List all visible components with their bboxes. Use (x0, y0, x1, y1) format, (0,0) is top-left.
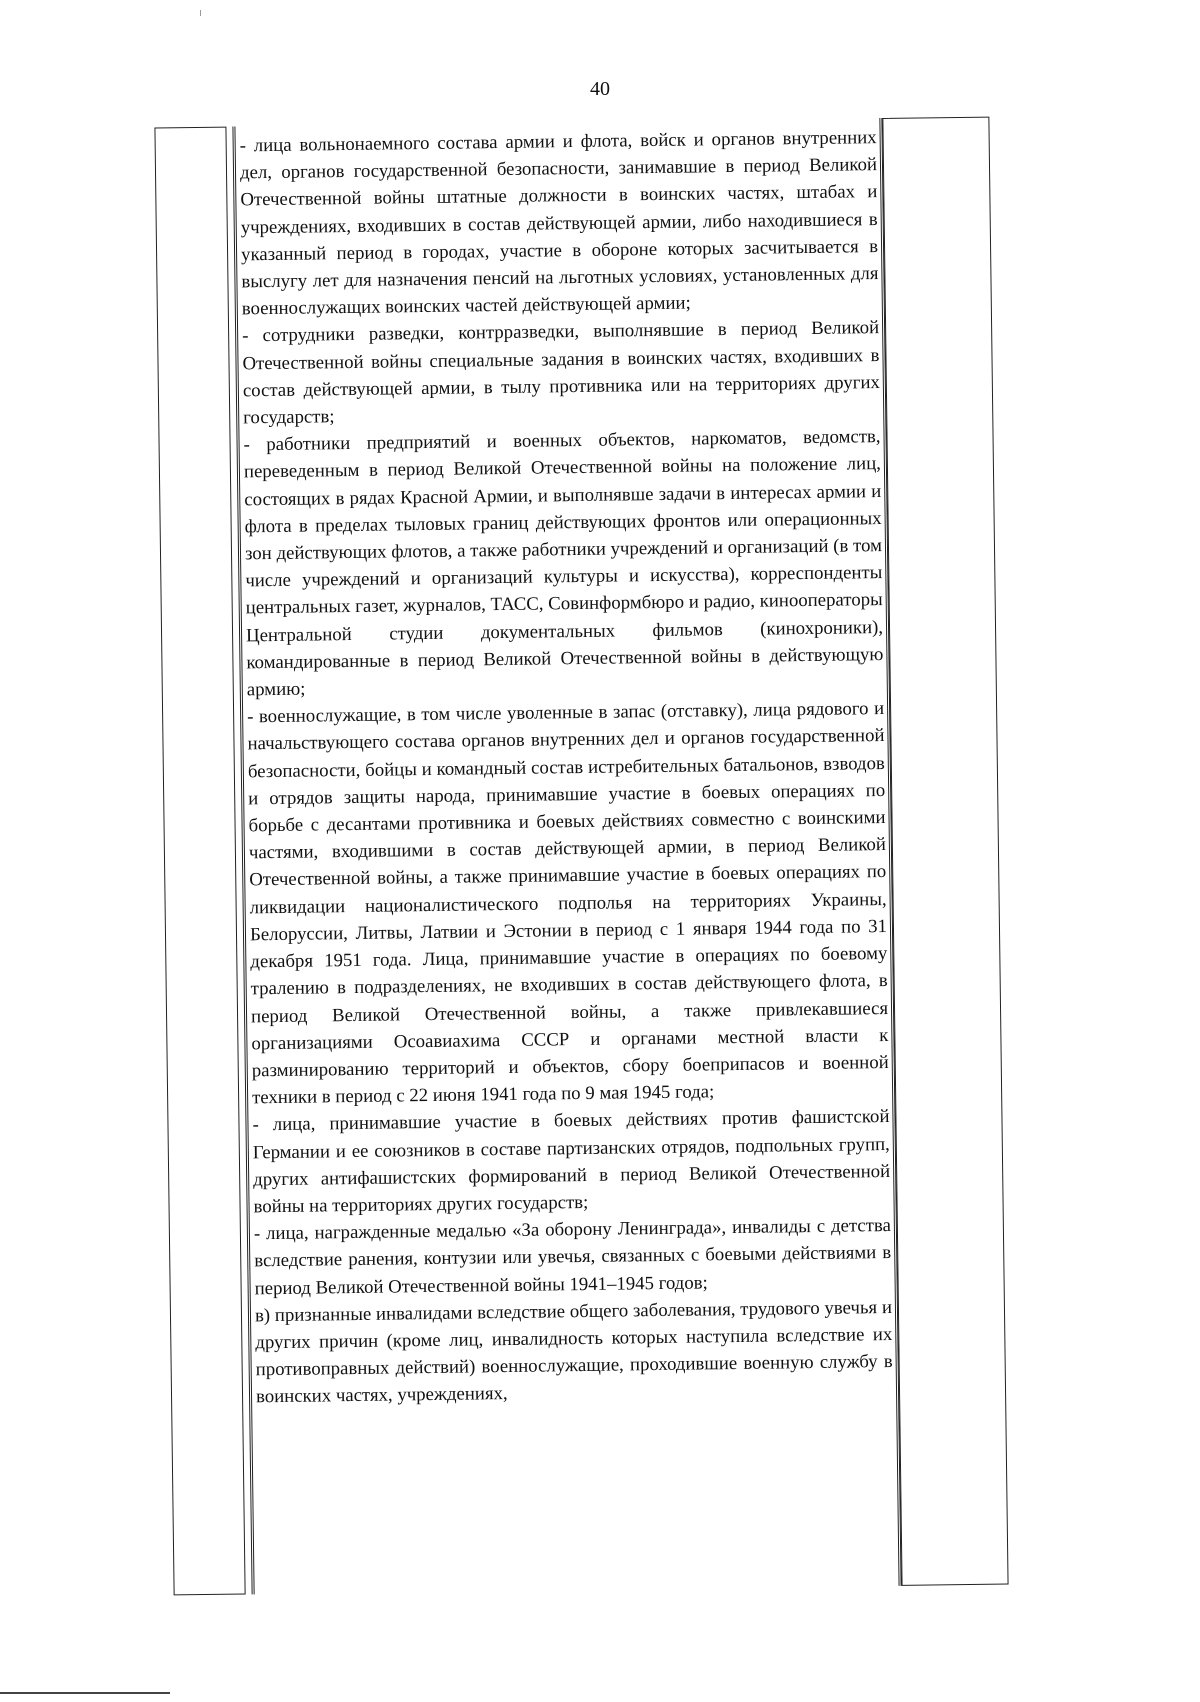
page-number: 40 (590, 78, 610, 100)
paragraph-leningrad-medal: - лица, награжденные медалью «За оборону Ленинграда», инвалиды с детства вследствие ранения, контузии или увечья, связанных с боевыми действиями в период Великой Отечественной войны 1941–1945 годов; (253, 1215, 892, 1299)
table-column-text (232, 118, 901, 1594)
paragraph-disabled-servicemen: в) признанные инвалидами вследствие общего заболевания, трудового увечья и других причин (кроме лиц, инвалидность которых наступила вследствие их противоправных действий) военнослужащие, проходившие военную службу в воинских частях, учреждениях, (254, 1296, 893, 1408)
paragraph-enterprise-workers: - работники предприятий и военных объектов, наркоматов, ведомств, переведенным в период Великой Отечественной войны на положение лиц, состоящих в рядах Красной Армии, и выполнявше задачи в интересах армии и флота в пределах тыловых границ действующих фронтов или операционных зон действующих флотов, а также работники учреждений и организаций (в том числе учреждений и организаций культуры и искусства), корреспонденты центральных газет, журналов, ТАСС, Совинформбюро и радио, кинооператоры Центральной студии документальных фильмов (кинохроники), командированные в период Великой Отечественной войны в действующую армию; (243, 426, 884, 701)
document-table (154, 117, 1008, 1596)
table-column-left (154, 127, 245, 1596)
scan-artifact (200, 10, 201, 16)
paragraph-partisans: - лица, принимавшие участие в боевых действиях против фашистской Германии и ее союзников в составе партизанских отрядов, подпольных групп, других антифашистских формирований в период Великой Отечественной войны на территориях других государств; (252, 1106, 891, 1218)
paragraph-civilian-staff: - лица вольнонаемного состава армии и флота, войск и органов внутренних дел, органов государственной безопасности, занимавшие в период Великой Отечественной войны штатные должности в воинских частях, штабах и учреждениях, входивших в состав действующей армии, либо находившиеся в указанный период в городах, участие в обороне которых засчитывается в выслугу лет для назначения пенсий на льготных условиях, установленных для военнослужащих воинских частей действующей армии; (239, 127, 879, 320)
paragraph-intelligence-officers: - сотрудники разведки, контрразведки, выполнявшие в период Великой Отечественной войны специальные задания в воинских частях, входивших в состав действующей армии, в тылу противника или на территориях других государств; (242, 317, 880, 429)
scan-artifact-bottom (0, 1692, 170, 1694)
paragraph-servicemen: - военнослужащие, в том числе уволенные в запас (отставку), лица рядового и начальствующего состава органов внутренних дел и органов государственной безопасности, бойцы и командный состав истребительных батальонов, взводов и отрядов защиты народа, принимавшие участие в боевых операциях по борьбе с десантами противника и боевых действиях совместно с воинскими частями, входившими в состав действующей армии, в период Великой Отечественной войны, а также принимавшие участие в боевых операциях по ликвидации националистического подполья на территориях Украины, Белоруссии, Литвы, Латвии и Эстонии в период с 1 января 1944 года по 31 декабря 1951 года. Лица, принимавшие участие в операциях по боевому тралению в подразделениях, не входивших в состав действующего флота, в период Великой Отечественной войны, а также привлекавшиеся организациями Осоавиахима СССР и органами местной власти к разминированию территорий и объектов, сбору боеприпасов и военной техники в период с 22 июня 1941 года по 9 мая 1945 года; (247, 698, 889, 1109)
table-column-right (882, 117, 1008, 1586)
